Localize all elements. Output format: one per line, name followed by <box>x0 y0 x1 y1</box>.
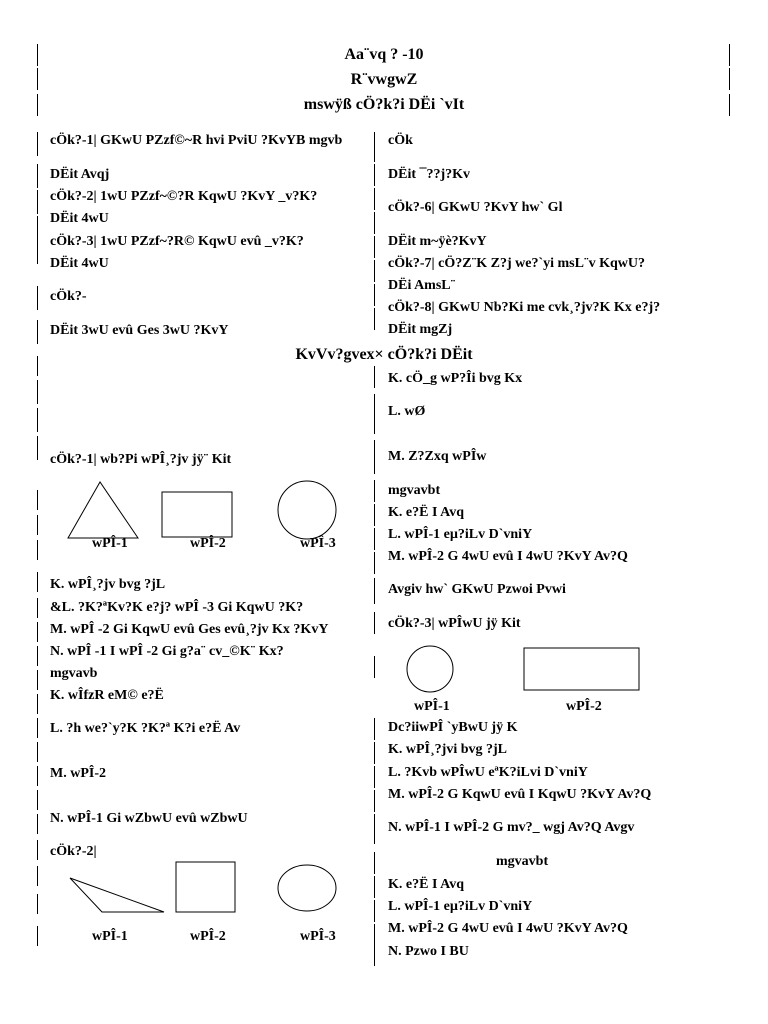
margin-bar <box>37 646 38 666</box>
answer-8: DËit mgZj <box>388 322 453 337</box>
chapter-title: Aa¨vq ? -10 <box>344 46 424 63</box>
note-text: Avgiv hw` GKwU Pzwoi Pvwi <box>388 582 566 597</box>
column-divider <box>374 284 375 306</box>
solution-heading-right-2: mgvavbt <box>496 854 549 869</box>
margin-bar <box>37 866 38 886</box>
margin-bar <box>37 240 38 264</box>
answer-2: DËit 4wU <box>50 211 109 226</box>
column-divider <box>374 212 375 234</box>
column-divider <box>374 946 375 966</box>
margin-bar <box>37 790 38 810</box>
column-divider <box>374 924 375 946</box>
solution-l: L. ?h we?`y?K ?K?ª K?i e?Ë Av <box>50 721 241 736</box>
shape-label: wPÎ-1 <box>414 699 450 714</box>
solution-k2: K. e?Ë I Avq <box>388 877 464 892</box>
question-3: cÖk?-3| 1wU PZzf~?R© KqwU evû _v?K? <box>50 234 304 249</box>
creative-question-1: cÖk?-1| wb?Pi wPÎ¸?jv jÿ¨ Kit <box>50 452 232 467</box>
column-divider <box>374 578 375 604</box>
answer-4: DËit 3wU evû Ges 3wU ?KvY <box>50 323 229 338</box>
column-divider <box>374 132 375 162</box>
shape-label: wPÎ-3 <box>300 929 336 944</box>
option-l: &L. ?K?ªKv?K e?j? wPÎ -3 Gi KqwU ?K? <box>50 600 304 615</box>
column-divider <box>374 260 375 282</box>
margin-bar <box>37 572 38 592</box>
solution-heading-right: mgvavbt <box>388 483 441 498</box>
answer-3: DËit 4wU <box>50 256 109 271</box>
margin-bar <box>37 718 38 738</box>
margin-bar <box>37 540 38 560</box>
rectangle-shape <box>524 648 639 690</box>
option-k-right: K. cÖ_g wP?Îi bvg Kx <box>388 371 523 386</box>
column-divider <box>374 394 375 434</box>
column-divider <box>374 366 375 388</box>
question-5: cÖk <box>388 133 413 148</box>
option-m: M. wPÎ -2 Gi KqwU evû Ges evû¸?jv Kx ?KvY <box>50 622 329 637</box>
circle-shape <box>407 646 453 692</box>
option-m2: M. wPÎ-2 G KqwU evû I KqwU ?KvY Av?Q <box>388 787 652 802</box>
shape-label: wPÎ-1 <box>92 536 128 551</box>
circle-shape <box>278 481 336 539</box>
shape-label: wPÎ-2 <box>190 929 226 944</box>
margin-bar <box>729 68 730 90</box>
solution-k-right: K. e?Ë I Avq <box>388 505 464 520</box>
column-divider <box>374 440 375 474</box>
question-7: cÖk?-7| cÖ?Z¨K Z?j we?`yi msL¨v KqwU? <box>388 256 646 271</box>
option-k2: K. wPÎ¸?jvi bvg ?jL <box>388 742 507 757</box>
answer-6: DËit m~ÿè?KvY <box>388 234 487 249</box>
subject-title: R¨vwgwZ <box>350 71 418 88</box>
solution-l-right: L. wPÎ-1 eµ?iLv D`vniY <box>388 527 533 542</box>
answer-7: DËi AmsL¨ <box>388 278 456 293</box>
column-divider <box>374 164 375 186</box>
margin-bar <box>37 670 38 690</box>
option-n2: N. wPÎ-1 I wPÎ-2 G mv?_ wgj Av?Q Avgv <box>388 820 635 835</box>
column-divider <box>374 718 375 740</box>
shape-label: wPÎ-1 <box>92 929 128 944</box>
margin-bar <box>37 286 38 310</box>
column-divider <box>374 308 375 330</box>
question-6: cÖk?-6| GKwU ?KvY hw` Gl <box>388 200 563 215</box>
solution-k: K. wÎfzR eM© e?Ë <box>50 688 164 703</box>
question-1: cÖk?-1| GKwU PZzf©~R hvi PviU ?KvYB mgvb <box>50 133 343 148</box>
column-divider <box>374 876 375 898</box>
margin-bar <box>37 164 38 188</box>
margin-bar <box>37 598 38 618</box>
question-8: cÖk?-8| GKwU Nb?Ki me cvk¸?jv?K Kx e?j? <box>388 300 661 315</box>
margin-bar <box>729 94 730 116</box>
margin-bar <box>37 840 38 860</box>
column-divider <box>374 656 375 678</box>
question-4: cÖk?- <box>50 289 87 304</box>
creative-question-heading: KvVv?gvex× cÖ?k?i DËit <box>295 346 473 363</box>
solution-heading: mgvavb <box>50 666 98 681</box>
margin-bar <box>37 694 38 714</box>
shapes-figure-2 <box>60 858 350 918</box>
answer-1: DËit Avqj <box>50 167 110 182</box>
column-divider <box>374 188 375 210</box>
creative-question-3: cÖk?-3| wPÎwU jÿ Kit <box>388 616 521 631</box>
triangle-shape <box>68 482 138 538</box>
ellipse-shape <box>278 865 336 911</box>
margin-bar <box>37 132 38 156</box>
margin-bar <box>37 44 38 66</box>
margin-bar <box>37 436 38 460</box>
margin-bar <box>37 515 38 535</box>
question-2: cÖk?-2| 1wU PZzf~©?R KqwU ?KvY _v?K? <box>50 189 318 204</box>
shape-label: wPÎ-2 <box>566 699 602 714</box>
instruction-text: Dc?iiwPÎ `yBwU jÿ K <box>388 720 518 735</box>
option-m-right: M. Z?Zxq wPÎw <box>388 449 487 464</box>
option-k: K. wPÎ¸?jv bvg ?jL <box>50 577 166 592</box>
solution-m2: M. wPÎ-2 G 4wU evû I 4wU ?KvY Av?Q <box>388 921 628 936</box>
solution-m: M. wPÎ-2 <box>50 766 106 781</box>
margin-bar <box>37 742 38 762</box>
margin-bar <box>729 44 730 66</box>
column-divider <box>374 766 375 788</box>
margin-bar <box>37 190 38 214</box>
margin-bar <box>37 320 38 344</box>
solution-n: N. wPÎ-1 Gi wZbwU evû wZbwU <box>50 811 248 826</box>
column-divider <box>374 790 375 812</box>
shape-label: wPÎ-2 <box>190 536 226 551</box>
option-n: N. wPÎ -1 I wPÎ -2 Gi g?a¨ cv_©K¨ Kx? <box>50 644 284 659</box>
margin-bar <box>37 894 38 914</box>
solution-n2: N. Pzwo I BU <box>388 944 469 959</box>
scalene-triangle-shape <box>70 878 164 912</box>
column-divider <box>374 552 375 574</box>
shapes-figure-3 <box>400 640 650 700</box>
column-divider <box>374 480 375 502</box>
shape-label: wPÎ-3 <box>300 536 336 551</box>
margin-bar <box>37 622 38 642</box>
solution-m-right: M. wPÎ-2 G 4wU evû I 4wU ?KvY Av?Q <box>388 549 628 564</box>
solution-l2: L. wPÎ-1 eµ?iLv D`vniY <box>388 899 533 914</box>
margin-bar <box>37 490 38 510</box>
square-shape <box>176 862 235 912</box>
column-divider <box>374 852 375 874</box>
column-divider <box>374 236 375 258</box>
margin-bar <box>37 216 38 240</box>
column-divider <box>374 900 375 922</box>
margin-bar <box>37 926 38 946</box>
column-divider <box>374 742 375 764</box>
margin-bar <box>37 408 38 432</box>
column-divider <box>374 504 375 526</box>
margin-bar <box>37 814 38 834</box>
option-l2: L. ?Kvb wPÎwU eªK?iLvi D`vniY <box>388 765 588 780</box>
margin-bar <box>37 94 38 116</box>
option-l-right: L. wØ <box>388 404 426 419</box>
answer-5: DËit ¯??j?Kv <box>388 167 471 182</box>
column-divider <box>374 528 375 550</box>
margin-bar <box>37 766 38 786</box>
margin-bar <box>37 380 38 404</box>
rectangle-shape <box>162 492 232 537</box>
column-divider <box>374 814 375 844</box>
margin-bar <box>37 68 38 90</box>
short-answer-heading: mswÿß cÖ?k?i DËi `vIt <box>303 96 465 113</box>
creative-question-2: cÖk?-2| <box>50 844 97 859</box>
